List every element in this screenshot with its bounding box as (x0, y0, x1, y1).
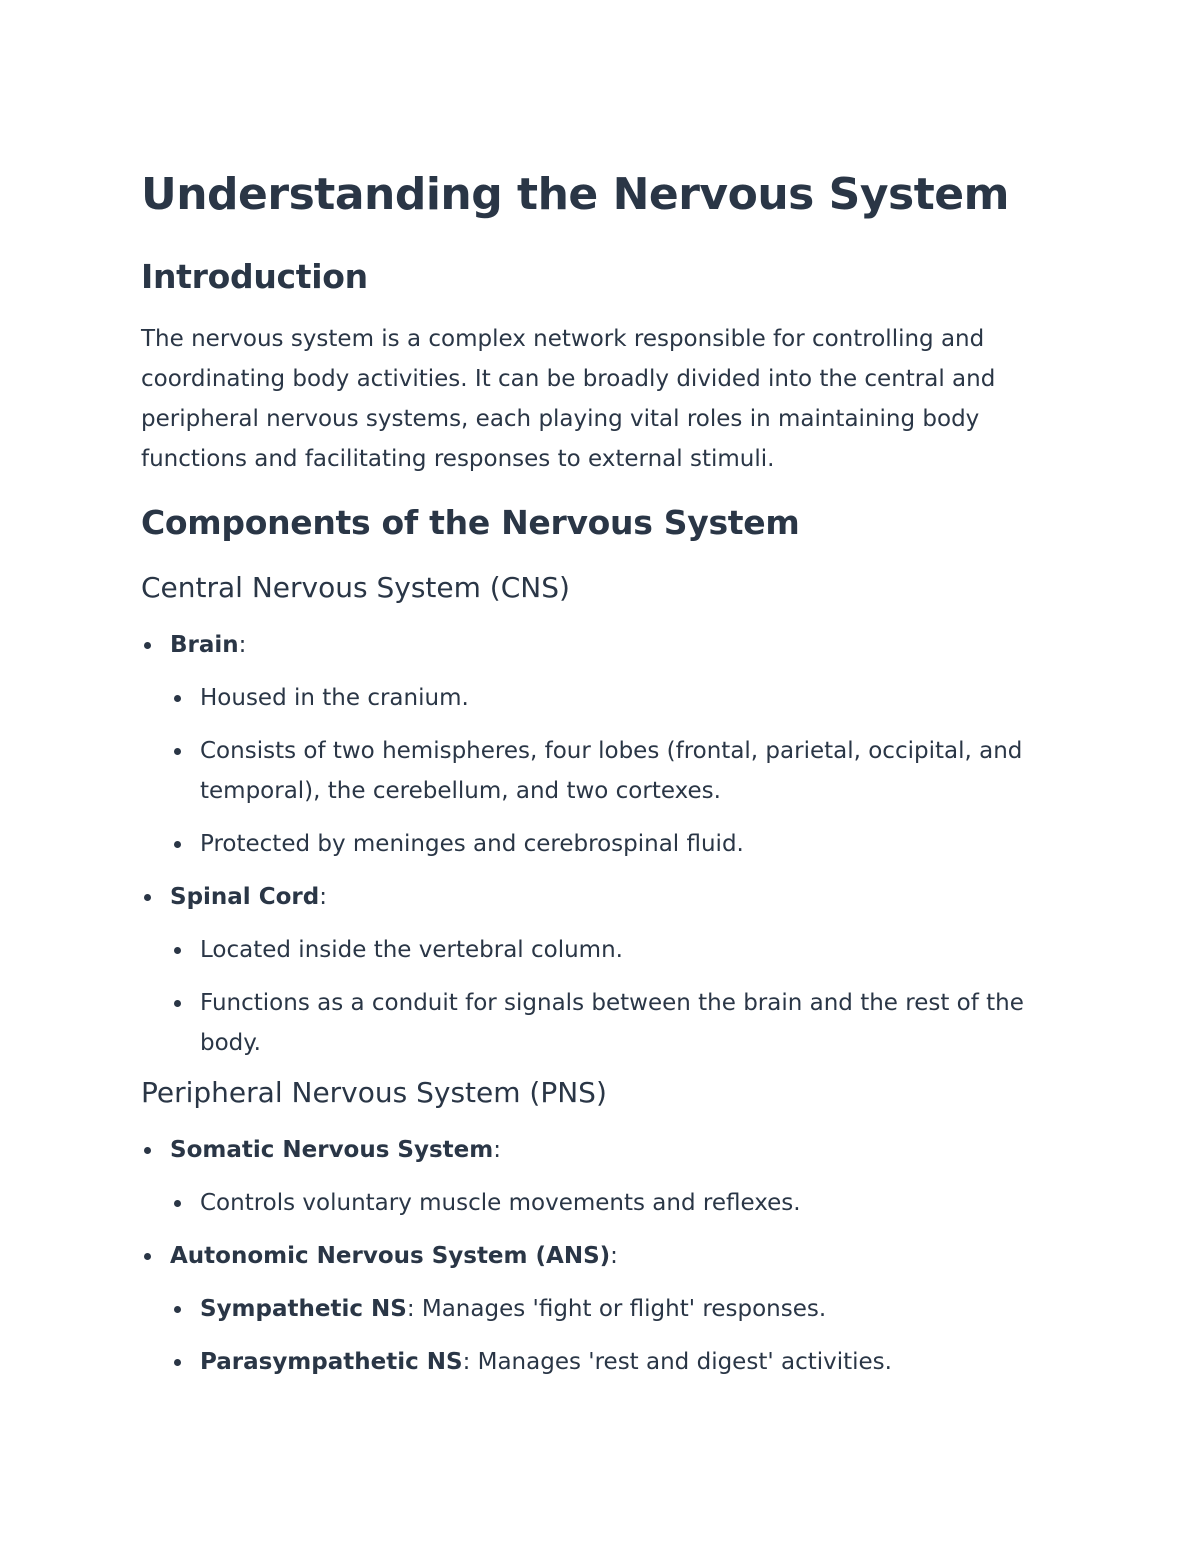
list-item: Functions as a conduit for signals between the brain and the rest of the body. (141, 983, 1061, 1063)
page-title: Understanding the Nervous System (141, 169, 1009, 220)
somatic-label: Somatic Nervous System (170, 1137, 494, 1163)
list-item: Protected by meninges and cerebrospinal fluid. (141, 824, 1061, 864)
list-item-sympathetic (141, 1289, 1061, 1329)
sympathetic-label: Sympathetic NS (200, 1296, 407, 1322)
brain-label: Brain (170, 632, 239, 658)
list-item-autonomic (141, 1236, 1061, 1276)
autonomic-suffix: : (610, 1243, 618, 1269)
list-item: Located inside the vertebral column. (141, 930, 1061, 970)
parasympathetic-label: Parasympathetic NS (200, 1349, 463, 1375)
spinal-cord-label: Spinal Cord (170, 884, 320, 910)
parasympathetic-text: : Manages 'rest and digest' activities. (462, 1349, 892, 1375)
sympathetic-text: : Manages 'fight or flight' responses. (406, 1296, 827, 1322)
autonomic-label: Autonomic Nervous System (ANS) (170, 1243, 611, 1269)
brain-suffix: : (238, 632, 247, 658)
spinal-cord-suffix: : (319, 884, 327, 910)
list-item: Housed in the cranium. (141, 678, 1061, 718)
somatic-suffix: : (493, 1137, 501, 1163)
list-item-somatic (141, 1130, 1061, 1170)
list-item: Controls voluntary muscle movements and reflexes. (141, 1183, 1061, 1223)
list-item: Consists of two hemispheres, four lobes (frontal, parietal, occipital, and temporal), the cerebellum, and two cortexes. (141, 731, 1061, 811)
pns-heading: Peripheral Nervous System (PNS) (141, 1076, 607, 1109)
pns-list (141, 1130, 1061, 1382)
cns-heading: Central Nervous System (CNS) (141, 571, 570, 604)
list-item-parasympathetic (141, 1342, 1061, 1382)
list-item-brain (141, 625, 1061, 665)
document-page (141, 165, 1061, 1395)
introduction-paragraph: The nervous system is a complex network responsible for controlling and coordinating body activities. It can be broadly divided into the central and peripheral nervous systems, each playing vital roles in maintaining body functions and facilitating responses to external stimuli. (141, 326, 996, 472)
list-item-spinal-cord (141, 877, 1061, 917)
introduction-heading: Introduction (141, 257, 368, 296)
cns-list (141, 625, 1061, 1063)
components-heading: Components of the Nervous System (141, 503, 800, 542)
